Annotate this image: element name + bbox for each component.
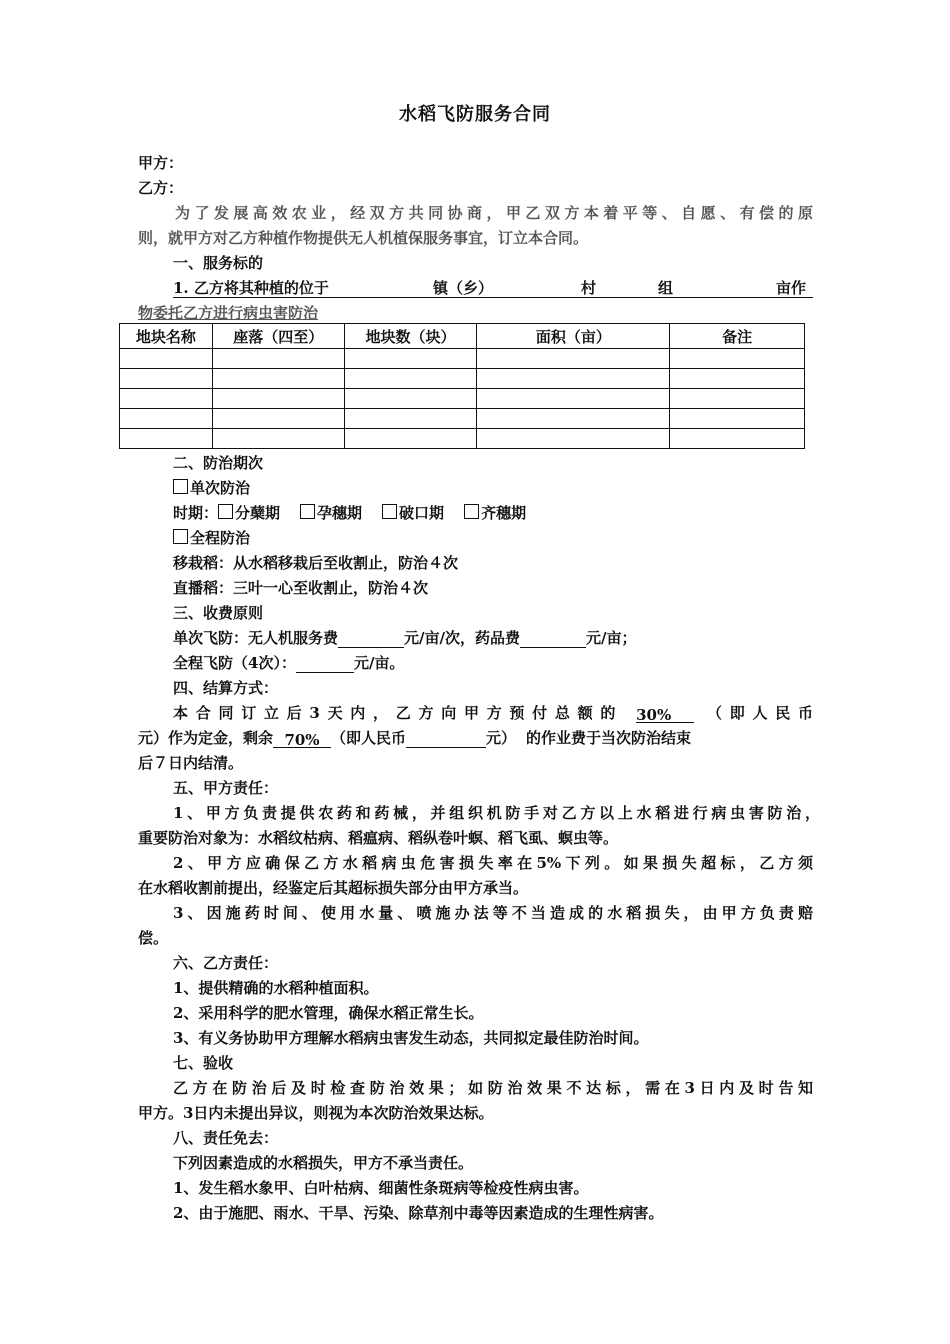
settlement-text-f: 的作业费于当次防治结束 (526, 729, 692, 747)
table-row (120, 349, 805, 369)
section-4-heading: 四、结算方式： (173, 679, 279, 697)
pesticide-fee-blank[interactable] (520, 630, 586, 648)
exemption-2: 2、由于施肥、雨水、干旱、污染、除草剂中毒等因素造成的生理性病害。 (173, 1204, 664, 1222)
table-cell (120, 389, 213, 409)
settlement-text-a: 本合同订立后3天内，乙方向甲方预付总额的 (173, 704, 624, 722)
single-fee-line (173, 628, 636, 648)
single-fee-label: 单次飞防：无人机服务费 (173, 629, 339, 647)
service-item-1-line-2: 物委托乙方进行病虫害防治 (138, 304, 319, 322)
period-breaking-label: 破口期 (399, 504, 445, 522)
table-cell (670, 369, 805, 389)
remaining-percent: 70% (273, 730, 331, 748)
table-cell (120, 409, 213, 429)
section-3-heading: 三、收费原则 (173, 604, 264, 622)
section-1-heading: 一、服务标的 (173, 254, 264, 272)
checkbox-full-heading[interactable] (464, 504, 479, 519)
header-area: 面积（亩） (477, 324, 670, 349)
settlement-text-b: （即人民币 (707, 704, 813, 722)
preamble-line-2: 则，就甲方对乙方种植作物提供无人机植保服务事宜，订立本合同。 (138, 229, 589, 247)
period-label: 时期： (173, 504, 219, 522)
table-cell (344, 409, 477, 429)
service-item-1 (173, 278, 813, 298)
table-cell (212, 389, 344, 409)
party-b-duty-1: 1、提供精确的水稻种植面积。 (173, 979, 379, 997)
section-6-heading: 六、乙方责任： (173, 954, 279, 972)
checkbox-full-treatment[interactable] (173, 529, 188, 544)
land-table (119, 323, 805, 449)
table-cell (670, 409, 805, 429)
party-a-duty-3-line-2: 偿。 (138, 929, 169, 947)
table-cell (670, 349, 805, 369)
full-fee-blank[interactable] (296, 655, 354, 673)
table-cell (120, 349, 213, 369)
table-cell (670, 429, 805, 449)
party-b-duty-2: 2、采用科学的肥水管理，确保水稻正常生长。 (173, 1004, 484, 1022)
table-cell (477, 409, 670, 429)
table-cell (670, 389, 805, 409)
settlement-text-d: （即人民币 (331, 729, 407, 747)
header-plot-name: 地块名称 (120, 324, 213, 349)
item1-part-group: 组 (658, 279, 674, 297)
single-treatment-option[interactable] (173, 478, 250, 498)
section-8-heading: 八、责任免去： (173, 1129, 279, 1147)
party-a-duty-2-line-2: 在水稻收割前提出，经鉴定后其超标损失部分由甲方承当。 (138, 879, 529, 897)
transplant-rice-line: 移栽稻：从水稻移栽后至收割止，防治４次 (173, 554, 459, 572)
direct-seeded-rice-line: 直播稻：三叶一心至收割止，防治４次 (173, 579, 429, 597)
acceptance-line-2: 甲方。3日内未提出异议，则视为本次防治效果达标。 (138, 1104, 494, 1122)
table-row (120, 429, 805, 449)
table-cell (212, 369, 344, 389)
preamble-line-1: 为了发展高效农业，经双方共同协商，甲乙双方本着平等、自愿、有偿的原 (175, 204, 813, 222)
table-cell (344, 429, 477, 449)
remaining-amount-blank[interactable] (406, 730, 486, 748)
item1-part-location: 1. 乙方将其种植的位于 (173, 279, 329, 297)
document-title: 水稻飞防服务合同 (399, 104, 551, 125)
table-cell (120, 369, 213, 389)
checkbox-booting[interactable] (300, 504, 315, 519)
settlement-line-3: 后７日内结清。 (138, 754, 244, 772)
party-a-label: 甲方： (138, 154, 184, 172)
header-plot-count: 地块数（块） (344, 324, 477, 349)
settlement-line-2 (138, 728, 691, 748)
acceptance-line-1: 乙方在防治后及时检查防治效果；如防治效果不达标，需在3日内及时告知 (173, 1079, 813, 1097)
section-7-heading: 七、验收 (173, 1054, 234, 1072)
drone-fee-blank[interactable] (338, 630, 404, 648)
table-row (120, 369, 805, 389)
period-full-heading-label: 齐穗期 (481, 504, 527, 522)
table-row (120, 409, 805, 429)
deposit-percent: 30% (636, 705, 694, 723)
table-cell (120, 429, 213, 449)
land-table-header-row (120, 324, 805, 349)
pesticide-fee-label: 元/亩/次，药品费 (404, 629, 520, 647)
table-cell (477, 369, 670, 389)
item1-part-village: 村 (581, 279, 597, 297)
table-cell (212, 429, 344, 449)
settlement-text-e: 元） (486, 729, 517, 747)
party-a-duty-2-line-1: 2、甲方应确保乙方水稻病虫危害损失率在5%下列。如果损失超标，乙方须 (173, 854, 813, 872)
table-cell (477, 429, 670, 449)
table-cell (344, 389, 477, 409)
table-cell (344, 369, 477, 389)
header-remarks: 备注 (670, 324, 805, 349)
full-fee-unit: 元/亩。 (353, 654, 405, 672)
period-options (173, 503, 526, 523)
item1-part-town: 镇（乡） (433, 279, 494, 297)
item1-part-mu: 亩作 (776, 279, 807, 297)
settlement-line-1 (173, 703, 813, 723)
header-location: 座落（四至） (212, 324, 344, 349)
section-5-heading: 五、甲方责任： (173, 779, 279, 797)
table-cell (212, 349, 344, 369)
single-treatment-label: 单次防治 (190, 479, 251, 497)
settlement-text-c: 元）作为定金，剩余 (138, 729, 274, 747)
party-b-label: 乙方： (138, 179, 184, 197)
party-a-duty-3-line-1: 3、因施药时间、使用水量、喷施办法等不当造成的水稻损失，由甲方负责赔 (173, 904, 813, 922)
checkbox-breaking[interactable] (382, 504, 397, 519)
checkbox-single-treatment[interactable] (173, 479, 188, 494)
party-b-duty-3: 3、有义务协助甲方理解水稻病虫害发生动态，共同拟定最佳防治时间。 (173, 1029, 649, 1047)
party-a-duty-1-line-1: 1、甲方负责提供农药和药械，并组织机防手对乙方以上水稻进行病虫害防治， (173, 804, 820, 822)
party-a-duty-1-line-2: 重要防治对象为：水稻纹枯病、稻瘟病、稻纵卷叶螟、稻飞虱、螟虫等。 (138, 829, 619, 847)
table-cell (344, 349, 477, 369)
full-fee-label: 全程飞防（4次）： (173, 654, 296, 672)
full-treatment-label: 全程防治 (190, 529, 251, 547)
exemption-intro: 下列因素造成的水稻损失，甲方不承当责任。 (173, 1154, 474, 1172)
checkbox-tillering[interactable] (218, 504, 233, 519)
period-tillering-label: 分蘖期 (235, 504, 281, 522)
table-row (120, 389, 805, 409)
pesticide-fee-unit: 元/亩； (585, 629, 637, 647)
full-fee-line (173, 653, 404, 673)
table-cell (477, 349, 670, 369)
full-treatment-option[interactable] (173, 528, 250, 548)
period-booting-label: 孕穗期 (317, 504, 363, 522)
exemption-1: 1、发生稻水象甲、白叶枯病、细菌性条斑病等检疫性病虫害。 (173, 1179, 589, 1197)
table-cell (477, 389, 670, 409)
table-cell (212, 409, 344, 429)
section-2-heading: 二、防治期次 (173, 454, 264, 472)
